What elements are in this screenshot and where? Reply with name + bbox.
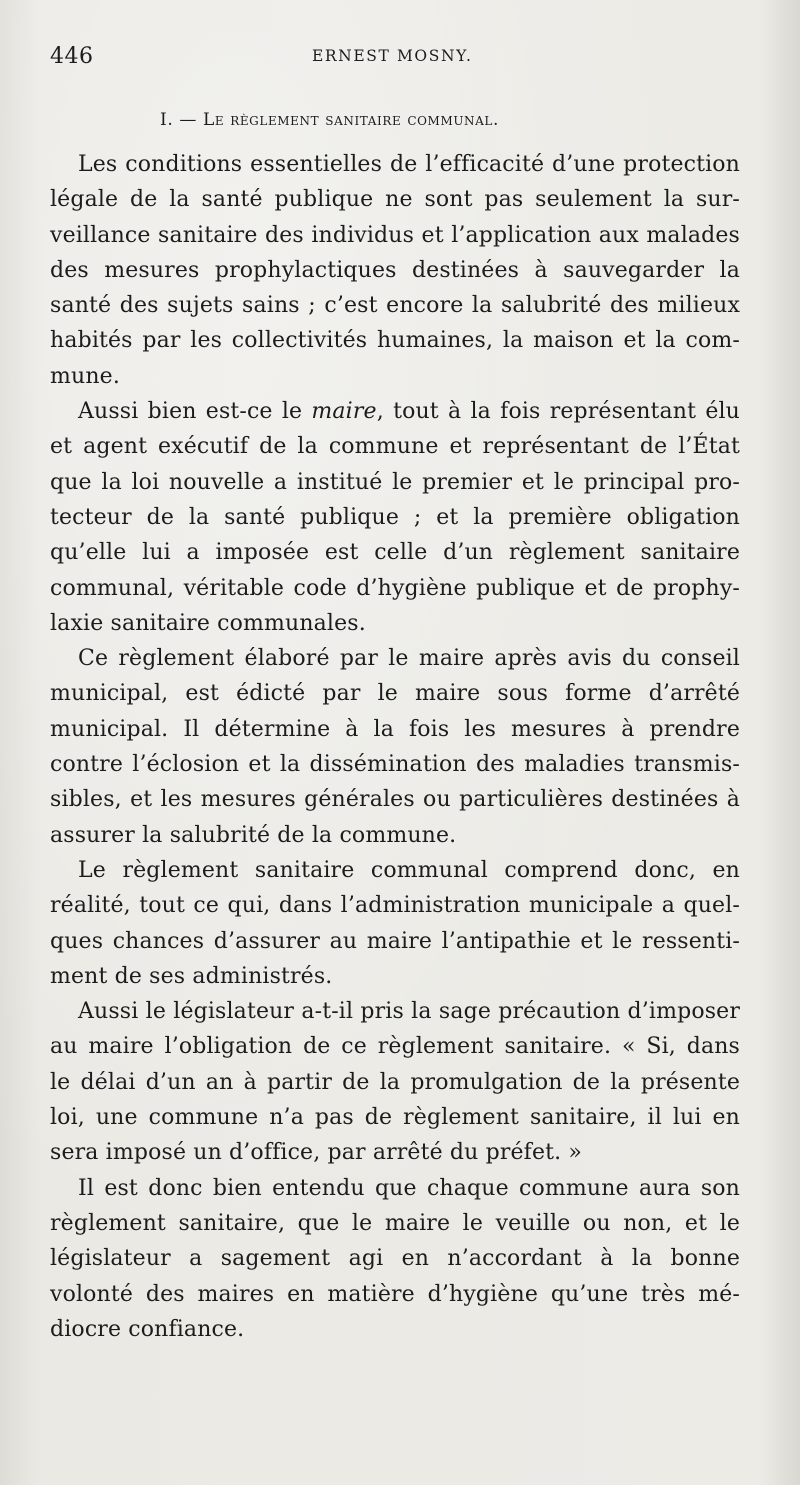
text-line: sera imposé un d’office, par arrêté du préfet. » xyxy=(50,1140,583,1166)
text-line: diocre confiance. xyxy=(50,1316,245,1342)
text-line: laxie sanitaire communales. xyxy=(50,610,366,636)
text-line: veillance sanitaire des individus et l’application aux malades xyxy=(50,222,740,248)
section-number: I. — xyxy=(160,110,203,130)
text-segment: , tout à la fois représentant élu xyxy=(376,399,740,425)
text-line: municipal, est édicté par le maire sous forme d’arrêté xyxy=(50,681,740,707)
text-line: assurer la salubrité de la commune. xyxy=(50,822,457,848)
text-line: municipal. Il détermine à la fois les mesures à prendre xyxy=(50,716,740,742)
section-title-text: Le règlement sanitaire communal. xyxy=(202,110,499,130)
text-line: et agent exécutif de la commune et représentant de l’État xyxy=(50,434,740,460)
section-title xyxy=(160,110,640,130)
running-author: ERNEST MOSNY. xyxy=(312,47,473,65)
text-line: communal, véritable code d’hygiène publique et de prophy- xyxy=(50,575,740,601)
emphasized-word: maire xyxy=(311,399,377,425)
text-line: Le règlement sanitaire communal comprend donc, en xyxy=(78,857,740,883)
text-line: au maire l’obligation de ce règlement sanitaire. « Si, dans xyxy=(50,1034,740,1060)
text-line: santé des sujets sains ; c’est encore la salubrité des milieux xyxy=(50,293,740,319)
text-line: réalité, tout ce qui, dans l’administration municipale a quel- xyxy=(50,893,740,919)
text-line: qu’elle lui a imposée est celle d’un règlement sanitaire xyxy=(50,540,740,566)
text-line: mune. xyxy=(50,363,120,389)
text-line: sibles, et les mesures générales ou particulières destinées à xyxy=(50,787,740,813)
text-line: des mesures prophylactiques destinées à sauvegarder la xyxy=(50,257,740,283)
text-line: le délai d’un an à partir de la promulgation de la présente xyxy=(50,1069,740,1095)
text-line: légale de la santé publique ne sont pas seulement la sur- xyxy=(50,187,740,213)
text-line: que la loi nouvelle a institué le premier et le principal pro- xyxy=(50,469,740,495)
text-line: règlement sanitaire, que le maire le veuille ou non, et le xyxy=(50,1210,740,1236)
text-line: Les conditions essentielles de l’efficacité d’une protection xyxy=(78,152,740,177)
text-line xyxy=(50,394,740,429)
text-line: Aussi le législateur a-t-il pris la sage précaution d’imposer xyxy=(78,999,740,1025)
page-number: 446 xyxy=(50,44,94,69)
text-line: contre l’éclosion et la dissémination des maladies transmis- xyxy=(50,752,740,778)
body-text xyxy=(50,147,740,1347)
text-line: habités par les collectivités humaines, la maison et la com- xyxy=(50,328,740,354)
text-line: Ce règlement élaboré par le maire après avis du conseil xyxy=(78,646,740,672)
text-line: législateur a sagement agi en n’accordant à la bonne xyxy=(50,1246,740,1272)
text-line: ment de ses administrés. xyxy=(50,963,333,989)
running-head xyxy=(50,44,730,74)
text-segment: Aussi bien est-ce le xyxy=(78,399,312,425)
text-line: ques chances d’assurer au maire l’antipathie et le ressenti- xyxy=(50,928,740,954)
text-line: loi, une commune n’a pas de règlement sanitaire, il lui en xyxy=(50,1105,740,1131)
text-line: Il est donc bien entendu que chaque commune aura son xyxy=(78,1175,740,1201)
text-line: tecteur de la santé publique ; et la première obligation xyxy=(50,504,740,530)
text-line: volonté des maires en matière d’hygiène qu’une très mé- xyxy=(50,1281,740,1307)
